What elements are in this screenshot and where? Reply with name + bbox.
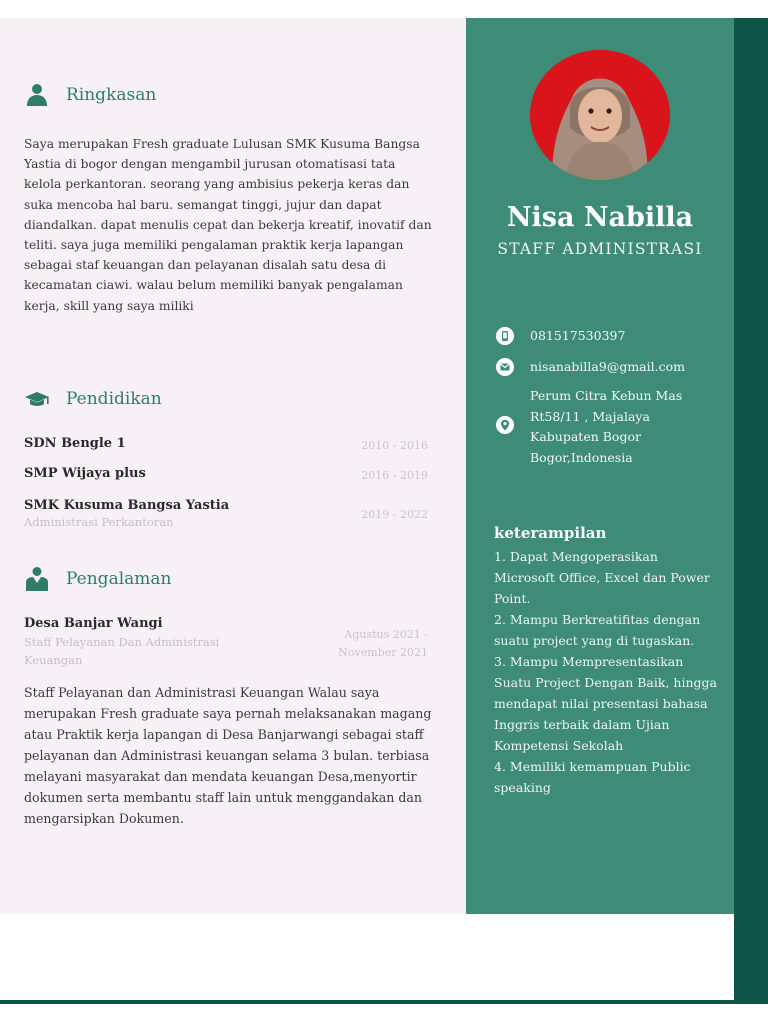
experience-description: Staff Pelayanan dan Administrasi Keuangan Walau saya merupakan Fresh graduate saya pernah melaksanakan magang atau Praktik kerja lapangan di Desa Banjarwangi sebagai staff pelayanan dan Administrasi keuangan selama 3 bulan. terbiasa melayani masyarakat dan mendata keuangan Desa,menyortir dokumen serta membantu staff lain untuk menggandakan dan mengarsipkan Dokumen. [24, 685, 432, 826]
education-item [24, 436, 428, 452]
education-header [24, 386, 162, 412]
profile-name: Nisa Nabilla [506, 202, 694, 233]
address-line: Perum Citra Kebun Mas [530, 388, 683, 403]
education-item [24, 498, 428, 529]
profile-photo [530, 50, 670, 180]
right-edge-strip [734, 18, 768, 1004]
address-line: Rt58/11 , Majalaya [530, 408, 650, 424]
bottom-divider [0, 1000, 768, 1004]
experience-position: Staff Pelayanan Dan Administrasi Keuangan [24, 635, 220, 667]
skill-item: 1. Dapat Mengoperasikan Microsoft Office, Excel dan Power Point. [494, 549, 710, 606]
skills-list [494, 546, 720, 798]
summary-text: Saya merupakan Fresh graduate Lulusan SMK Kusuma Bangsa Yastia di bogor dengan mengambil jurusan otomatisasi tata kelola perkantoran. seorang yang ambisius pekerja keras dan suka mencoba hal baru. semangat tinggi, jujur dan dapat diandalkan. dapat menulis cepat dan bekerja kreatif, inovatif dan teliti. saya juga memiliki pengalaman praktik kerja lapangan sebagai staf keuangan dan pelayanan disalah satu desa di kecamatan ciawi. walau belum memiliki banyak pengalaman kerja, skill yang saya miliki [24, 137, 432, 313]
graduation-cap-icon [24, 386, 50, 412]
address-line: Kabupaten Bogor [530, 429, 641, 444]
contact-phone [496, 326, 625, 347]
contact-email [496, 357, 685, 378]
education-years: 2016 - 2019 [361, 469, 428, 482]
avatar-illustration [530, 50, 670, 180]
experience-place: Desa Banjar Wangi [24, 616, 163, 631]
experience-dates: Agustus 2021 - November 2021 [338, 628, 428, 659]
education-school: SMK Kusuma Bangsa Yastia [24, 498, 230, 513]
experience-header [24, 566, 171, 592]
address-line: Bogor,Indonesia [530, 449, 633, 465]
education-major: Administrasi Perkantoran [24, 515, 174, 529]
summary-title: Ringkasan [66, 85, 157, 105]
skill-item: 4. Memiliki kemampuan Public speaking [494, 759, 691, 795]
worker-icon [24, 566, 50, 592]
education-years: 2019 - 2022 [361, 508, 428, 521]
education-years: 2010 - 2016 [361, 439, 428, 452]
education-school: SMP Wijaya plus [24, 466, 146, 481]
education-school: SDN Bengle 1 [24, 436, 126, 451]
skill-item: 3. Mampu Mempresentasikan Suatu Project Dengan Baik, hingga mendapat nilai presentasi bahasa Inggris terbaik dalam Ujian Kompetensi Sekolah [494, 654, 717, 753]
location-pin-icon [496, 416, 514, 434]
person-icon [24, 82, 50, 108]
phone-number: 081517530397 [530, 328, 626, 343]
sidebar [466, 18, 734, 914]
skills-title: keterampilan [494, 524, 607, 542]
skill-item: 2. Mampu Berkreatifitas dengan suatu project yang di tugaskan. [494, 612, 701, 648]
phone-icon [496, 327, 514, 345]
experience-title: Pengalaman [66, 569, 172, 589]
summary-header [24, 82, 156, 108]
experience-item [24, 616, 428, 669]
email-address: nisanabilla9@gmail.com [530, 359, 685, 374]
email-icon [496, 358, 514, 376]
education-title: Pendidikan [66, 389, 162, 409]
contact-address [496, 386, 682, 468]
education-item [24, 466, 428, 482]
profile-role: STAFF ADMINISTRASI [497, 240, 703, 258]
